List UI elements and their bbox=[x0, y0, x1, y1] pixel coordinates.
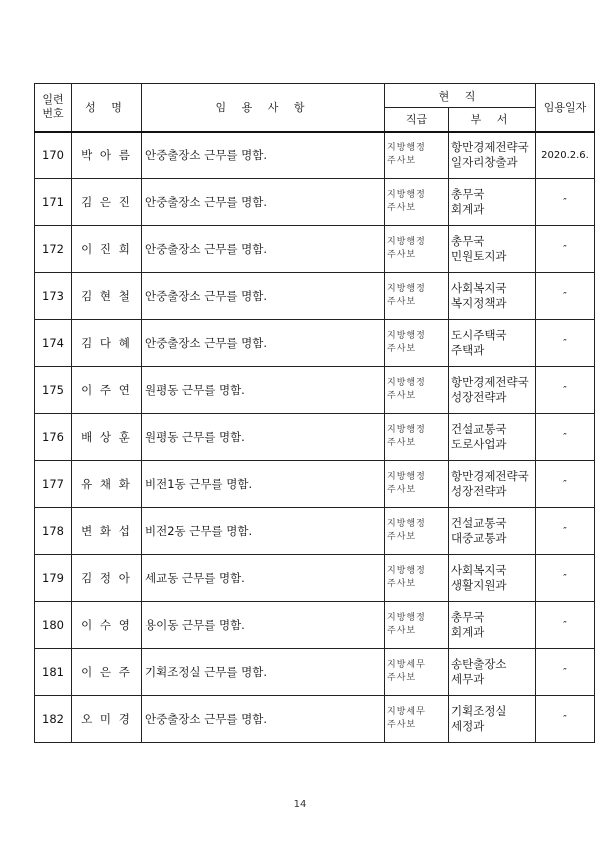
grade-line-2: 주사보 bbox=[387, 579, 417, 589]
name-cell: 김 현 철 bbox=[72, 273, 142, 320]
department-line-2: 생활지원과 bbox=[451, 578, 507, 592]
date-cell: ″ bbox=[536, 226, 595, 273]
grade-line-1: 지방행정 bbox=[387, 190, 426, 200]
page-number: 14 bbox=[293, 799, 307, 810]
table-row bbox=[35, 649, 595, 696]
header-department: 부 서 bbox=[449, 108, 536, 132]
department-cell bbox=[449, 555, 536, 602]
name-cell: 배 상 훈 bbox=[72, 414, 142, 461]
appointment-cell: 원평동 근무를 명함. bbox=[142, 367, 385, 414]
serial-no-cell: 176 bbox=[35, 414, 72, 461]
grade-line-2: 주사보 bbox=[387, 250, 417, 260]
department-line-2: 성장전략과 bbox=[451, 390, 507, 404]
grade-line-2: 주사보 bbox=[387, 626, 417, 636]
department-line-2: 세무과 bbox=[451, 672, 485, 686]
appointment-cell: 안중출장소 근무를 명함. bbox=[142, 226, 385, 273]
header-name: 성 명 bbox=[72, 84, 142, 132]
department-line-1: 송탄출장소 bbox=[451, 657, 507, 671]
department-cell bbox=[449, 367, 536, 414]
name-cell: 박 아 름 bbox=[72, 132, 142, 179]
grade-line-1: 지방행정 bbox=[387, 566, 426, 576]
department-line-1: 총무국 bbox=[451, 234, 485, 248]
grade-cell bbox=[385, 414, 449, 461]
grade-line-1: 지방행정 bbox=[387, 143, 426, 154]
table-row bbox=[35, 367, 595, 414]
name-cell: 김 은 진 bbox=[72, 179, 142, 226]
grade-cell bbox=[385, 649, 449, 696]
grade-cell bbox=[385, 508, 449, 555]
department-line-1: 도시주택국 bbox=[451, 328, 507, 342]
serial-no-cell: 179 bbox=[35, 555, 72, 602]
grade-line-2: 주사보 bbox=[387, 673, 417, 683]
appointment-cell: 안중출장소 근무를 명함. bbox=[142, 696, 385, 743]
grade-cell bbox=[385, 273, 449, 320]
table-row bbox=[35, 132, 595, 179]
table-row bbox=[35, 508, 595, 555]
name-cell: 이 주 연 bbox=[72, 367, 142, 414]
name-cell: 변 화 섭 bbox=[72, 508, 142, 555]
serial-no-cell: 170 bbox=[35, 132, 72, 179]
table-row bbox=[35, 320, 595, 367]
serial-no-cell: 173 bbox=[35, 273, 72, 320]
appointment-cell: 비전2동 근무를 명함. bbox=[142, 508, 385, 555]
date-cell: ″ bbox=[536, 179, 595, 226]
appointment-cell: 용이동 근무를 명함. bbox=[142, 602, 385, 649]
department-line-2: 회계과 bbox=[451, 625, 485, 639]
department-line-1: 항만경제전략국 bbox=[451, 140, 529, 155]
department-line-2: 성장전략과 bbox=[451, 484, 507, 498]
appointment-cell: 안중출장소 근무를 명함. bbox=[142, 273, 385, 320]
date-cell: ″ bbox=[536, 273, 595, 320]
name-cell: 오 미 경 bbox=[72, 696, 142, 743]
date-cell: ″ bbox=[536, 602, 595, 649]
grade-line-2: 주사보 bbox=[387, 297, 417, 307]
name-cell: 김 다 혜 bbox=[72, 320, 142, 367]
name-cell: 이 진 희 bbox=[72, 226, 142, 273]
grade-cell bbox=[385, 696, 449, 743]
date-cell: ″ bbox=[536, 508, 595, 555]
grade-line-1: 지방행정 bbox=[387, 284, 426, 294]
grade-cell bbox=[385, 226, 449, 273]
grade-line-2: 주사보 bbox=[387, 438, 417, 448]
grade-line-2: 주사보 bbox=[387, 203, 417, 213]
appointment-table bbox=[34, 83, 595, 743]
grade-line-2: 주사보 bbox=[387, 344, 417, 354]
grade-cell bbox=[385, 602, 449, 649]
department-cell bbox=[449, 649, 536, 696]
table-row bbox=[35, 273, 595, 320]
serial-no-cell: 171 bbox=[35, 179, 72, 226]
name-cell: 이 은 주 bbox=[72, 649, 142, 696]
department-line-2: 세정과 bbox=[451, 719, 485, 733]
grade-line-1: 지방행정 bbox=[387, 331, 426, 341]
grade-line-1: 지방세무 bbox=[387, 660, 426, 670]
department-line-1: 항만경제전략국 bbox=[451, 375, 529, 389]
grade-line-1: 지방행정 bbox=[387, 237, 426, 247]
appointment-cell: 세교동 근무를 명함. bbox=[142, 555, 385, 602]
department-line-1: 건설교통국 bbox=[451, 516, 507, 530]
date-cell: ″ bbox=[536, 696, 595, 743]
serial-no-cell: 177 bbox=[35, 461, 72, 508]
grade-cell bbox=[385, 555, 449, 602]
table-row bbox=[35, 555, 595, 602]
department-line-2: 대중교통과 bbox=[451, 531, 507, 545]
table-row bbox=[35, 696, 595, 743]
grade-cell bbox=[385, 461, 449, 508]
appointment-cell: 안중출장소 근무를 명함. bbox=[142, 320, 385, 367]
department-line-2: 민원토지과 bbox=[451, 249, 507, 263]
grade-line-1: 지방행정 bbox=[387, 613, 426, 623]
header-serial-no: 일련 번호 bbox=[35, 84, 72, 132]
appointment-cell: 비전1동 근무를 명함. bbox=[142, 461, 385, 508]
grade-line-1: 지방행정 bbox=[387, 519, 426, 529]
appointment-cell: 안중출장소 근무를 명함. bbox=[142, 132, 385, 179]
grade-line-1: 지방행정 bbox=[387, 378, 426, 388]
department-line-2: 도로사업과 bbox=[451, 437, 507, 451]
name-cell: 이 수 영 bbox=[72, 602, 142, 649]
table-row bbox=[35, 179, 595, 226]
department-line-2: 주택과 bbox=[451, 343, 485, 357]
department-line-1: 총무국 bbox=[451, 610, 485, 624]
department-line-2: 복지정책과 bbox=[451, 296, 507, 310]
table-row bbox=[35, 602, 595, 649]
department-line-1: 건설교통국 bbox=[451, 422, 507, 436]
name-cell: 유 채 화 bbox=[72, 461, 142, 508]
department-line-2: 회계과 bbox=[451, 202, 485, 216]
serial-no-cell: 180 bbox=[35, 602, 72, 649]
grade-line-1: 지방행정 bbox=[387, 425, 426, 435]
grade-line-2: 주사보 bbox=[387, 485, 417, 495]
department-line-2: 일자리창출과 bbox=[451, 155, 518, 170]
appointment-cell: 안중출장소 근무를 명함. bbox=[142, 179, 385, 226]
grade-cell bbox=[385, 132, 449, 179]
header-appointment: 임 용 사 항 bbox=[142, 84, 385, 132]
department-cell bbox=[449, 461, 536, 508]
table-header bbox=[35, 84, 595, 132]
department-cell bbox=[449, 132, 536, 179]
serial-no-cell: 181 bbox=[35, 649, 72, 696]
department-cell bbox=[449, 179, 536, 226]
department-cell bbox=[449, 414, 536, 461]
date-cell: ″ bbox=[536, 367, 595, 414]
table-row bbox=[35, 414, 595, 461]
grade-line-2: 주사보 bbox=[387, 391, 417, 401]
department-cell bbox=[449, 320, 536, 367]
date-cell: ″ bbox=[536, 414, 595, 461]
serial-no-cell: 175 bbox=[35, 367, 72, 414]
header-grade: 직급 bbox=[385, 108, 449, 132]
header-appointment-date: 임용일자 bbox=[536, 84, 595, 132]
name-cell: 김 정 아 bbox=[72, 555, 142, 602]
grade-cell bbox=[385, 320, 449, 367]
grade-cell bbox=[385, 367, 449, 414]
department-cell bbox=[449, 602, 536, 649]
table-row bbox=[35, 226, 595, 273]
department-line-1: 항만경제전략국 bbox=[451, 469, 529, 483]
header-current-post: 현 직 bbox=[385, 84, 536, 108]
grade-line-2: 주사보 bbox=[387, 720, 417, 730]
date-cell: ″ bbox=[536, 555, 595, 602]
serial-no-cell: 182 bbox=[35, 696, 72, 743]
serial-no-cell: 174 bbox=[35, 320, 72, 367]
table-body bbox=[35, 132, 595, 743]
department-cell bbox=[449, 226, 536, 273]
appointment-cell: 기획조정실 근무를 명함. bbox=[142, 649, 385, 696]
date-cell: ″ bbox=[536, 461, 595, 508]
grade-line-2: 주사보 bbox=[387, 532, 417, 542]
grade-line-1: 지방행정 bbox=[387, 472, 426, 482]
department-cell bbox=[449, 696, 536, 743]
grade-line-2: 주사보 bbox=[387, 156, 417, 167]
grade-line-1: 지방세무 bbox=[387, 707, 426, 717]
department-line-1: 기획조정실 bbox=[451, 704, 507, 718]
appointment-cell: 원평동 근무를 명함. bbox=[142, 414, 385, 461]
department-cell bbox=[449, 508, 536, 555]
grade-cell bbox=[385, 179, 449, 226]
department-line-1: 총무국 bbox=[451, 187, 485, 201]
date-cell: ″ bbox=[536, 320, 595, 367]
table-row bbox=[35, 461, 595, 508]
department-cell bbox=[449, 273, 536, 320]
serial-no-cell: 172 bbox=[35, 226, 72, 273]
serial-no-cell: 178 bbox=[35, 508, 72, 555]
department-line-1: 사회복지국 bbox=[451, 563, 507, 577]
department-line-1: 사회복지국 bbox=[451, 281, 507, 295]
date-cell: ″ bbox=[536, 649, 595, 696]
date-cell: 2020.2.6. bbox=[536, 132, 595, 179]
